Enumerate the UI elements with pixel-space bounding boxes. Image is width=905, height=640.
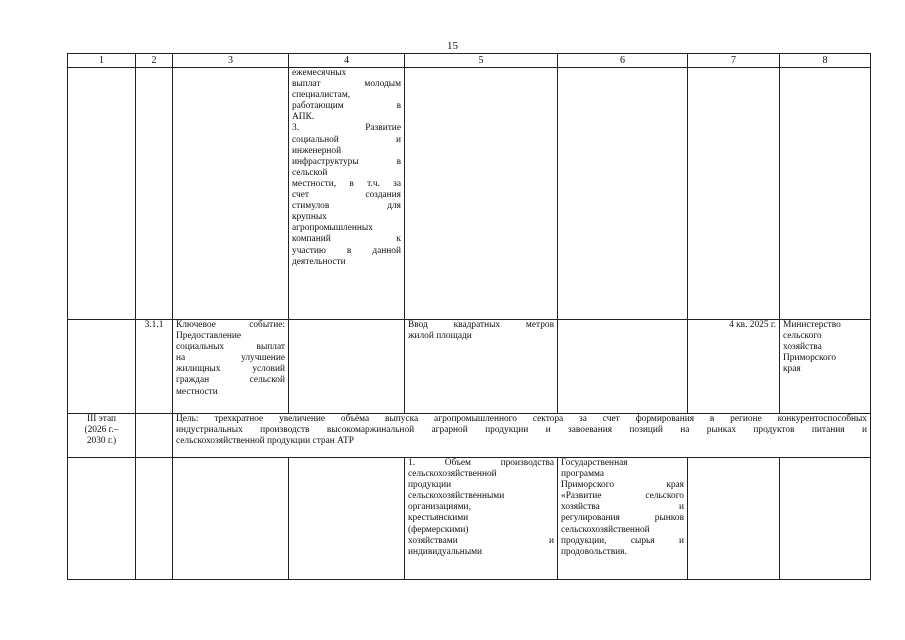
cell-line: социальных выплат: [176, 342, 285, 353]
item-number-cell: 3.1.1: [136, 320, 173, 414]
cell-line: участию в данной: [292, 245, 401, 256]
activities-table: [67, 53, 871, 580]
cell-empty: [780, 458, 871, 580]
header-col-3: 3: [173, 54, 289, 68]
cell-line: жилой площади: [408, 331, 472, 342]
cell-line: сельского: [783, 331, 822, 342]
cell-line: крестьянскими: [408, 513, 469, 524]
table-row: [68, 68, 871, 320]
cell-line: сельскохозяйственной: [561, 524, 650, 535]
stage-goal-cell: [173, 414, 871, 458]
cell-line: сельскохозяйственными: [408, 491, 505, 502]
cell-line: организациями,: [408, 502, 471, 513]
header-col-1: 1: [68, 54, 136, 68]
cell-line: регулирования рынков: [561, 513, 684, 524]
cell-line: деятельности: [292, 256, 346, 267]
cell-line: Цель: трехкратное увеличение объёма выпуска агропромышленного сектора за счет формирования в регионе конкурентоспособных: [176, 414, 867, 424]
table-row: [68, 458, 871, 580]
table-row: [68, 414, 871, 458]
header-col-8: 8: [780, 54, 871, 68]
cell-line: Ключевое событие:: [176, 320, 285, 330]
cell-line: хозяйства: [783, 342, 822, 353]
cell-empty: [780, 68, 871, 320]
cell-line: Государственная: [561, 458, 628, 468]
cell-empty: [173, 458, 289, 580]
cell-line: сельскохозяйственной: [408, 469, 497, 480]
cell-line: 2030 г.): [86, 436, 117, 447]
cell-line: инфраструктуры в: [292, 156, 401, 167]
cell-line: «Развитие сельского: [561, 491, 684, 502]
cell-empty: [136, 414, 173, 458]
header-col-6: 6: [558, 54, 688, 68]
cell-line: Министерство: [783, 320, 841, 330]
cell-line: края: [783, 364, 801, 375]
cell-line: сельской: [292, 167, 328, 178]
cell-line: (2026 г.–: [84, 425, 119, 436]
cell-line: выплат молодым: [292, 79, 401, 90]
cell-line: 3. Развитие: [292, 123, 401, 134]
cell-empty: [558, 320, 688, 414]
cell-empty: [289, 458, 405, 580]
cell-line: программа: [561, 469, 605, 480]
header-row: [68, 54, 871, 68]
cell-line: социальной и: [292, 134, 401, 145]
cell-line: местности, в т.ч. за: [292, 178, 401, 189]
cell-line: ежемесячных: [292, 68, 347, 78]
page-number: 15: [447, 40, 458, 52]
cell-line: инженерной: [292, 145, 342, 156]
cell-line: III этап: [87, 414, 116, 424]
cell-line: специалистам,: [292, 90, 351, 101]
indicator-cell: [405, 320, 558, 414]
cell-empty: [688, 458, 780, 580]
cell-line: (фермерскими): [408, 524, 469, 535]
program-cell: [558, 458, 688, 580]
cell-line: местности: [176, 386, 218, 397]
cell-empty: [68, 320, 136, 414]
stage-cell: [68, 414, 136, 458]
cell-line: Приморского: [783, 353, 837, 364]
cell-line: на улучшение: [176, 353, 285, 364]
cell-empty: [558, 68, 688, 320]
cell-line: продукции: [408, 480, 452, 491]
cell-line: Предоставление: [176, 331, 242, 342]
deadline-cell: 4 кв. 2025 г.: [688, 320, 780, 414]
cell-line: АПК.: [292, 112, 315, 123]
responsible-cell: [780, 320, 871, 414]
cell-line: счет создания: [292, 190, 401, 201]
header-col-2: 2: [136, 54, 173, 68]
cell-empty: [68, 458, 136, 580]
cell-empty: [173, 68, 289, 320]
indicator-cell: [405, 458, 558, 580]
cell-line: хозяйствами и: [408, 535, 554, 546]
cell-line: работающим в: [292, 101, 401, 112]
cell-line: продовольствия.: [561, 546, 627, 557]
cell-line: индустриальных производств высокомаржинальной аграрной продукции и завоевания позиций на рынках продуктов питания и: [176, 425, 867, 436]
cell-line: Ввод квадратных метров: [408, 320, 554, 330]
cell-line: граждан сельской: [176, 375, 285, 386]
cell-empty: [136, 68, 173, 320]
header-col-4: 4: [289, 54, 405, 68]
cell-line: агропромышленных: [292, 223, 373, 234]
cell-line: продукции, сырья и: [561, 535, 684, 546]
header-col-5: 5: [405, 54, 558, 68]
cell-empty: [688, 68, 780, 320]
cell-line: хозяйства и: [561, 502, 684, 513]
cell-empty: [405, 68, 558, 320]
cell-line: Приморского края: [561, 480, 684, 491]
cell-line: крупных: [292, 212, 327, 223]
key-event-cell: [173, 320, 289, 414]
cell-line: стимулов для: [292, 201, 401, 212]
table-row: [68, 320, 871, 414]
cell-line: компаний к: [292, 234, 401, 245]
cell-empty: [289, 320, 405, 414]
cell-empty: [136, 458, 173, 580]
cell-line: 1. Объем производства: [408, 458, 554, 468]
cell-empty: [68, 68, 136, 320]
cell-line: сельскохозяйственной продукции стран АТР: [176, 436, 355, 447]
header-col-7: 7: [688, 54, 780, 68]
task-description-cell: [289, 68, 405, 320]
cell-line: жилищных условий: [176, 364, 285, 375]
cell-line: индивидуальными: [408, 546, 483, 557]
